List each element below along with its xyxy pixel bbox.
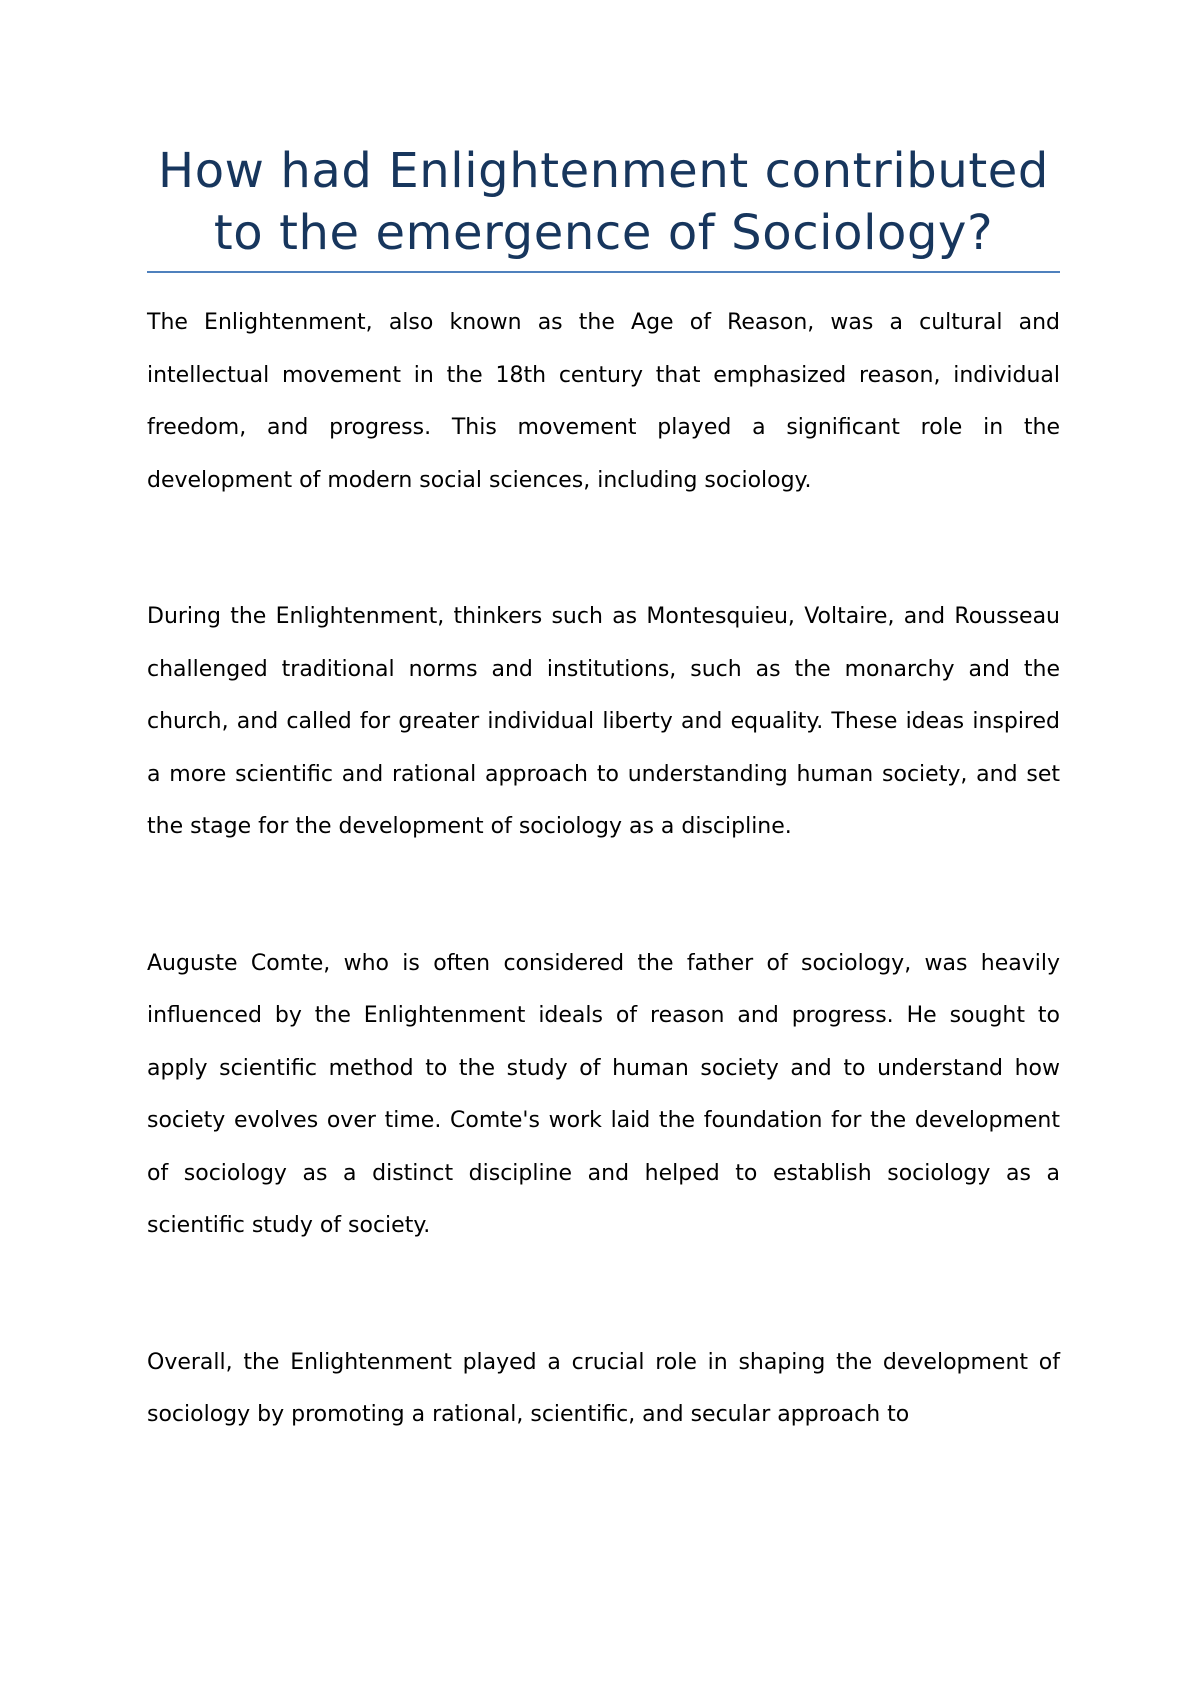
document-title: How had Enlightenment contributed to the emergence of Sociology? [158,143,1049,261]
paragraph-thinkers: During the Enlightenment, thinkers such as Montesquieu, Voltaire, and Rousseau challenged traditional norms and institutions, such as the monarchy and the church, and called for greater individual liberty and equality. These ideas inspired a more scientific and rational approach to understanding human society, and set the stage for the development of sociology as a discipline. [147,604,1060,839]
title-underline-divider [147,271,1060,273]
paragraph-intro: The Enlightenment, also known as the Age of Reason, was a cultural and intellectual movement in the 18th century that emphasized reason, individual freedom, and progress. This movement played a significant role in the development of modern social sciences, including sociology. [147,310,1060,493]
paragraph-overall: Overall, the Enlightenment played a crucial role in shaping the development of sociology by promoting a rational, scientific, and secular approach to [147,1349,1060,1427]
document-content [147,140,1060,1442]
paragraph-comte: Auguste Comte, who is often considered the father of sociology, was heavily influenced by the Enlightenment ideals of reason and progress. He sought to apply scientific method to the study of human society and to understand how society evolves over time. Comte's work laid the foundation for the development of sociology as a distinct discipline and helped to establish sociology as a scientific study of society. [147,950,1060,1238]
